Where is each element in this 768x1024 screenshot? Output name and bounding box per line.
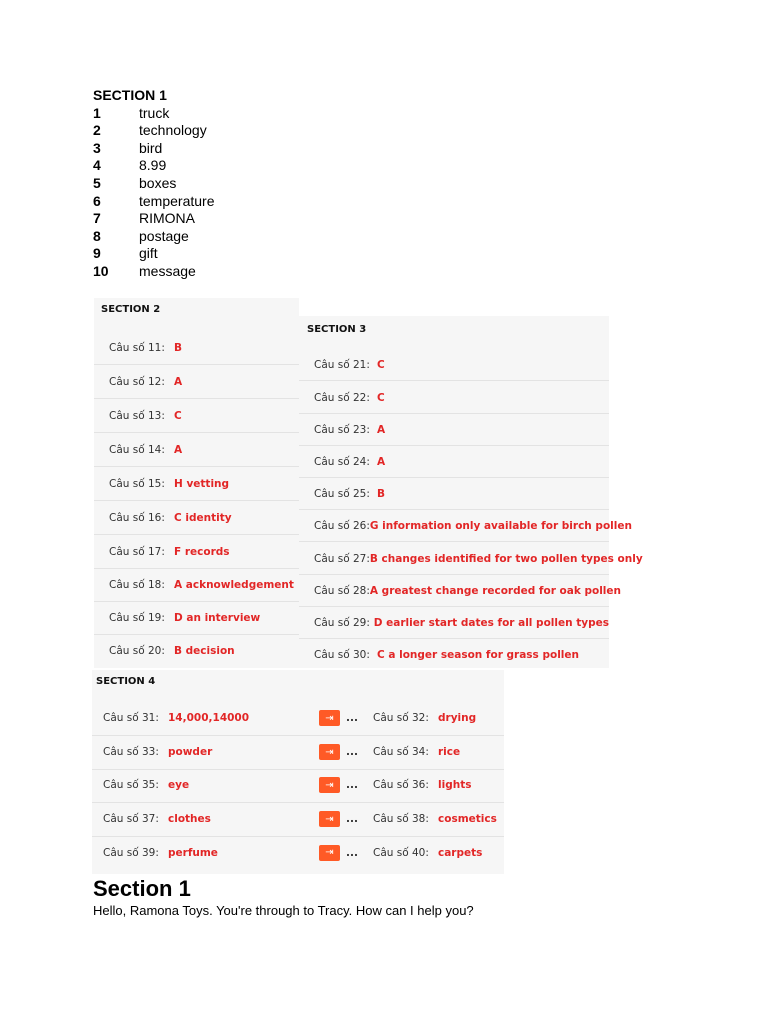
list-item — [93, 175, 393, 193]
question-label: Câu số 34: — [373, 746, 429, 759]
item-answer: technology — [139, 122, 207, 139]
answer-row — [94, 399, 299, 433]
answer-value: F records — [174, 545, 230, 558]
answer-row — [94, 433, 299, 467]
answer-value: drying — [438, 712, 477, 725]
answer-row — [94, 568, 299, 602]
question-label: Câu số 17: — [109, 545, 165, 558]
question-label: Câu số 11: — [109, 341, 165, 354]
list-item — [93, 228, 393, 246]
question-label: Câu số 36: — [373, 779, 429, 792]
ellipsis: ... — [346, 712, 358, 725]
answer-value: C — [377, 358, 385, 371]
list-item — [93, 157, 393, 175]
item-answer: postage — [139, 227, 189, 244]
item-number: 9 — [93, 245, 101, 262]
answer-row — [94, 535, 299, 569]
answer-value: rice — [438, 746, 461, 759]
answer-value: B — [174, 341, 183, 354]
answer-value: powder — [168, 746, 213, 759]
answer-row — [94, 331, 299, 365]
answer-row — [299, 478, 609, 510]
answer-value: 14,000,14000 — [168, 712, 250, 725]
answer-value: perfume — [168, 846, 218, 859]
question-label: Câu số 33: — [103, 746, 159, 759]
answer-value: lights — [438, 779, 472, 792]
item-answer: 8.99 — [139, 157, 167, 174]
section-3-heading: SECTION 3 — [307, 324, 367, 335]
jump-arrow-icon[interactable]: ⇥ — [319, 845, 340, 861]
section-2-heading: SECTION 2 — [101, 304, 161, 315]
section-3-answer-panel — [299, 316, 643, 668]
answer-row — [92, 836, 504, 870]
answer-row — [92, 803, 504, 837]
answer-row — [92, 769, 504, 803]
ellipsis: ... — [346, 779, 358, 792]
answer-row — [299, 349, 609, 381]
section-2-answer-panel — [94, 298, 299, 668]
answer-value: clothes — [168, 813, 211, 826]
transcript-intro: Hello, Ramona Toys. You're through to Tracy. How can I help you? — [93, 903, 474, 918]
question-label: Câu số 27: — [314, 552, 370, 565]
question-label: Câu số 16: — [109, 511, 165, 524]
question-label: Câu số 13: — [109, 409, 165, 422]
list-item — [93, 105, 393, 123]
transcript-heading: Section 1 — [93, 876, 191, 901]
answer-value: A — [174, 375, 183, 388]
ellipsis: ... — [346, 746, 358, 759]
item-number: 5 — [93, 174, 101, 191]
answer-row — [92, 736, 504, 770]
answer-value: C a longer season for grass pollen — [377, 649, 579, 662]
answer-row — [299, 639, 609, 671]
question-label: Câu số 22: — [314, 391, 370, 404]
jump-arrow-icon[interactable]: ⇥ — [319, 744, 340, 760]
item-number: 8 — [93, 227, 101, 244]
section-1-heading: SECTION 1 — [93, 87, 167, 103]
item-number: 10 — [93, 262, 109, 279]
list-item — [93, 263, 393, 281]
section-4-answer-panel — [92, 670, 504, 874]
answer-value: H vetting — [174, 477, 230, 490]
item-answer: gift — [139, 245, 158, 262]
answer-row — [299, 575, 621, 607]
ellipsis: ... — [346, 813, 358, 826]
item-number: 1 — [93, 104, 101, 121]
answer-value: C — [377, 391, 385, 404]
question-label: Câu số 19: — [109, 611, 165, 624]
question-label: Câu số 28: — [314, 584, 370, 597]
section-1-answer-list — [93, 87, 393, 281]
answer-value: carpets — [438, 846, 483, 859]
item-number: 3 — [93, 139, 101, 156]
question-label: Câu số 30: — [314, 649, 370, 662]
answer-value: A greatest change recorded for oak pollen — [369, 584, 621, 597]
answer-value: eye — [168, 779, 190, 792]
question-label: Câu số 23: — [314, 423, 370, 436]
answer-value: A acknowledgement — [174, 578, 294, 591]
question-label: Câu số 18: — [109, 578, 165, 591]
item-answer: boxes — [139, 174, 177, 191]
answer-value: A — [377, 455, 386, 468]
question-label: Câu số 37: — [103, 813, 159, 826]
answer-value: A — [174, 443, 183, 456]
answer-value: C — [174, 409, 182, 422]
answer-value: C identity — [174, 511, 232, 524]
question-label: Câu số 35: — [103, 779, 159, 792]
item-answer: bird — [139, 139, 163, 156]
ellipsis: ... — [346, 846, 358, 859]
jump-arrow-icon[interactable]: ⇥ — [319, 710, 340, 726]
list-item — [93, 193, 393, 211]
question-label: Câu số 14: — [109, 443, 165, 456]
item-number: 7 — [93, 210, 101, 227]
question-label: Câu số 15: — [109, 477, 165, 490]
question-label: Câu số 38: — [373, 813, 429, 826]
question-label: Câu số 32: — [373, 712, 429, 725]
answer-row — [94, 467, 299, 501]
question-label: Câu số 40: — [373, 846, 429, 859]
list-item — [93, 210, 393, 228]
answer-value: G information only available for birch pollen — [369, 519, 632, 532]
answer-value: A — [377, 423, 386, 436]
answer-value: B — [377, 487, 386, 500]
question-label: Câu số 39: — [103, 846, 159, 859]
item-number: 2 — [93, 122, 101, 139]
answer-row — [299, 382, 609, 414]
answer-row — [299, 510, 632, 542]
item-answer: temperature — [139, 192, 215, 209]
question-label: Câu số 25: — [314, 487, 370, 500]
item-answer: RIMONA — [139, 210, 195, 227]
jump-arrow-icon[interactable]: ⇥ — [319, 811, 340, 827]
answer-row — [94, 501, 299, 535]
answer-row — [299, 543, 643, 575]
answer-row — [299, 446, 609, 478]
answer-value: cosmetics — [438, 813, 497, 826]
question-label: Câu số 26: — [314, 519, 370, 532]
answer-value: B changes identified for two pollen types only — [369, 552, 643, 565]
answer-row — [299, 414, 609, 446]
question-label: Câu số 24: — [314, 455, 370, 468]
answer-value: B decision — [174, 645, 235, 657]
question-label: Câu số 31: — [103, 712, 159, 725]
question-label: Câu số 12: — [109, 375, 165, 388]
answer-value: D earlier start dates for all pollen types — [373, 616, 609, 629]
question-label: Câu số 20: — [109, 645, 165, 657]
list-item — [93, 122, 393, 140]
item-answer: message — [139, 262, 196, 279]
jump-arrow-icon[interactable]: ⇥ — [319, 777, 340, 793]
item-answer: truck — [139, 104, 170, 121]
answer-row — [94, 601, 299, 635]
section-4-heading: SECTION 4 — [96, 676, 156, 687]
list-item — [93, 245, 393, 263]
answer-row — [299, 607, 609, 639]
answer-value: D an interview — [174, 611, 261, 624]
question-label: Câu số 21: — [314, 358, 370, 371]
item-number: 4 — [93, 157, 101, 174]
answer-row — [94, 365, 299, 399]
answer-row — [94, 634, 299, 668]
item-number: 6 — [93, 192, 101, 209]
list-item — [93, 140, 393, 158]
question-label: Câu số 29: — [314, 616, 370, 629]
answer-row — [92, 702, 504, 736]
